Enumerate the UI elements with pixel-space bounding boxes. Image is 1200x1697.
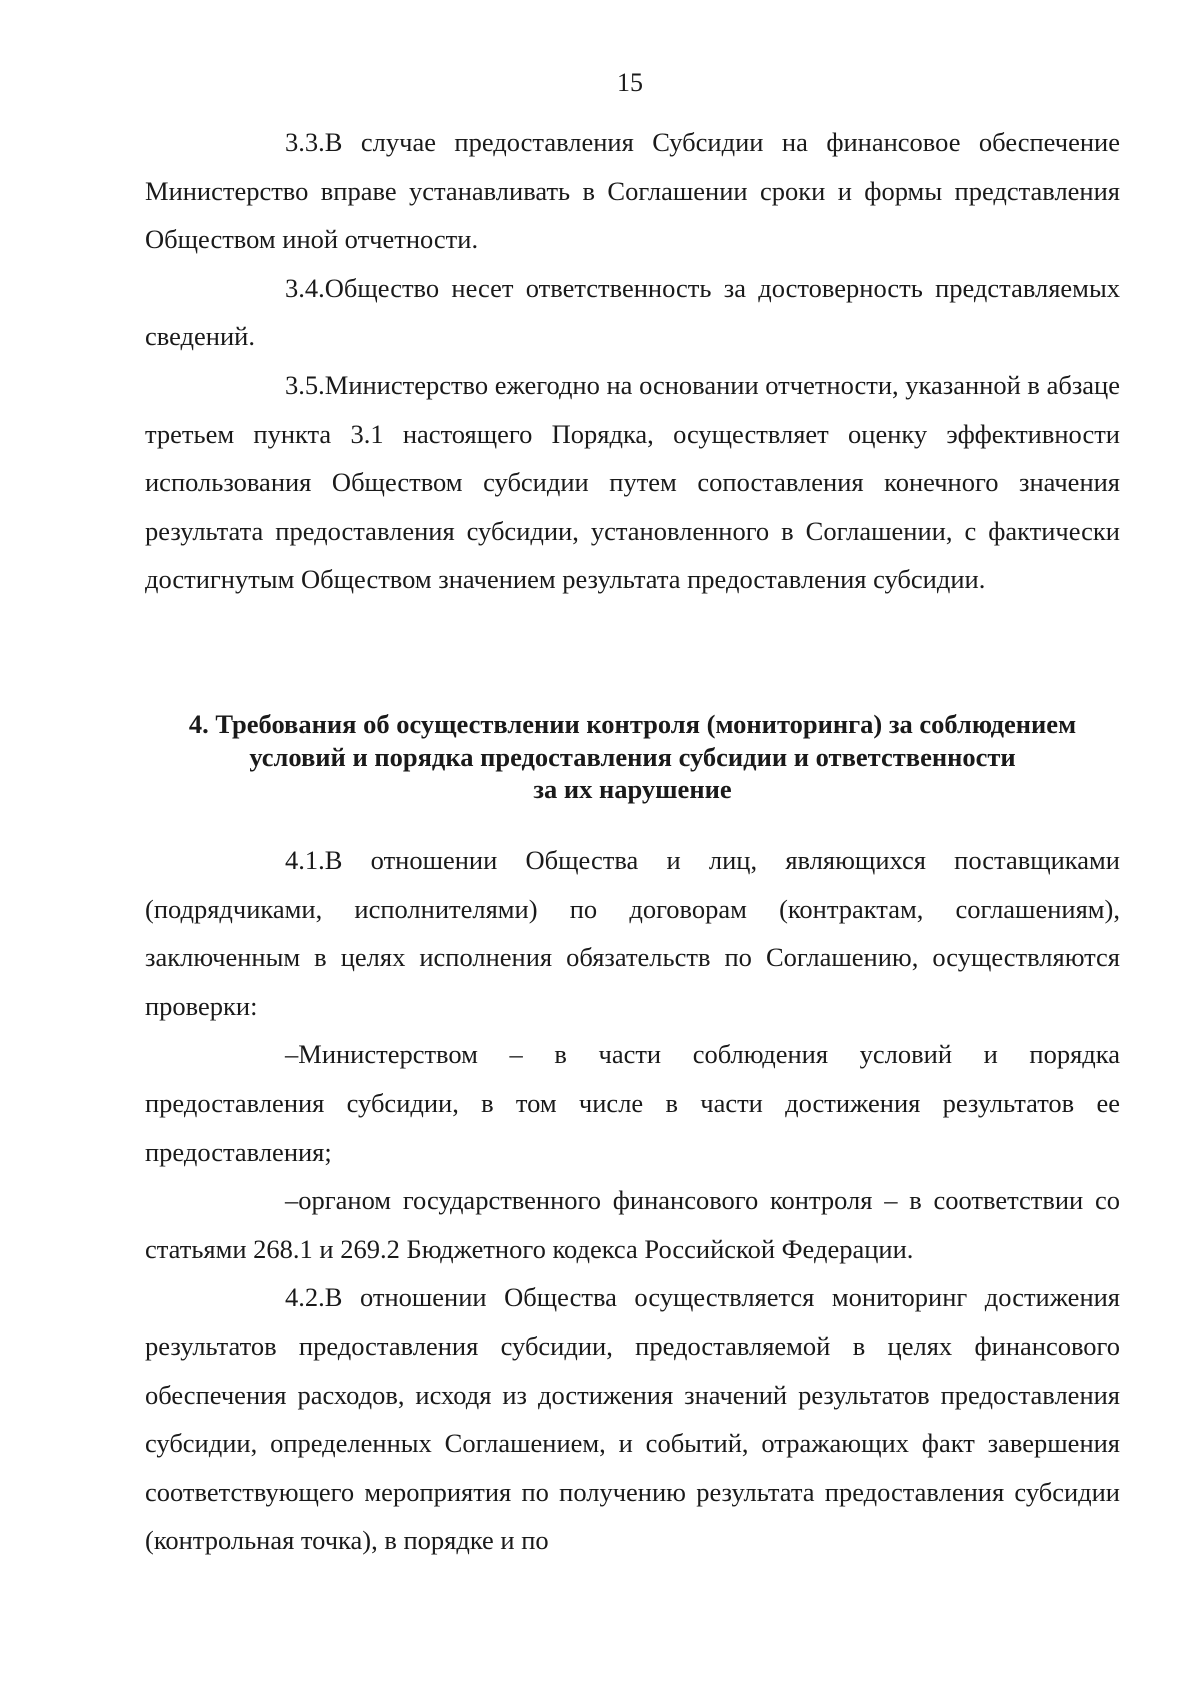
paragraph-number: 3.4. bbox=[285, 272, 325, 303]
paragraph-number: 3.5. bbox=[285, 369, 325, 400]
paragraph-text: В отношении Общества и лиц, являющихся поставщиками (подрядчиками, исполнителями) по договорам (контрактам, соглашениям), заключенным в целях исполнения обязательств по Соглашению, осуществляются проверки: bbox=[145, 845, 1120, 1021]
paragraph-text: Общество несет ответственность за достоверность представляемых сведений. bbox=[145, 272, 1120, 352]
paragraph-number: 3.3. bbox=[285, 127, 325, 157]
bullet-ministry bbox=[145, 1030, 1120, 1176]
heading-line: 4. Требования об осуществлении контроля (мониторинга) за соблюдением bbox=[188, 709, 1077, 739]
paragraph-number: 4.2. bbox=[285, 1282, 325, 1313]
bullet-financial-control bbox=[145, 1176, 1120, 1273]
paragraph-3-4 bbox=[145, 264, 1120, 361]
paragraph-3-3 bbox=[145, 118, 1120, 264]
paragraph-number: 4.1. bbox=[285, 845, 325, 875]
paragraph-3-5 bbox=[145, 361, 1120, 604]
bullet-text: органом государственного финансового контроля – в соответствии со статьями 268.1 и 269.2 Бюджетного кодекса Российской Федерации. bbox=[145, 1185, 1120, 1264]
bullet-dash: – bbox=[285, 1039, 299, 1070]
bullet-text: Министерством – в части соблюдения условий и порядка предоставления субсидии, в том числе в части достижения результатов ее предоставления; bbox=[145, 1039, 1120, 1167]
page-number: 15 bbox=[617, 68, 643, 97]
section-4-body bbox=[145, 836, 1120, 1565]
heading-line: условий и порядка предоставления субсидии и ответственности bbox=[249, 741, 1016, 772]
section-4-heading bbox=[145, 708, 1120, 806]
paragraph-text: Министерство ежегодно на основании отчетности, указанной в абзаце третьем пункта 3.1 настоящего Порядка, осуществляет оценку эффективности использования Обществом субсидии путем сопоставления конечного значения результата предоставления субсидии, установленного в Соглашении, с фактически достигнутым Обществом значением результата предоставления субсидии. bbox=[145, 369, 1120, 595]
paragraph-4-2 bbox=[145, 1273, 1120, 1565]
heading-line: за их нарушение bbox=[533, 774, 732, 804]
section-3-body bbox=[145, 118, 1120, 604]
paragraph-4-1 bbox=[145, 836, 1120, 1030]
bullet-dash: – bbox=[285, 1185, 299, 1216]
paragraph-text: В отношении Общества осуществляется мониторинг достижения результатов предоставления субсидии, предоставляемой в целях финансового обеспечения расходов, исходя из достижения значений результатов предоставления субсидии, определенных Соглашением, и событий, отражающих факт завершения соответствующего мероприятия по получению результата предоставления субсидии (контрольная точка), в порядке и по bbox=[145, 1282, 1120, 1556]
paragraph-text: В случае предоставления Субсидии на финансовое обеспечение Министерство вправе устанавливать в Соглашении сроки и формы представления Обществом иной отчетности. bbox=[145, 127, 1120, 255]
